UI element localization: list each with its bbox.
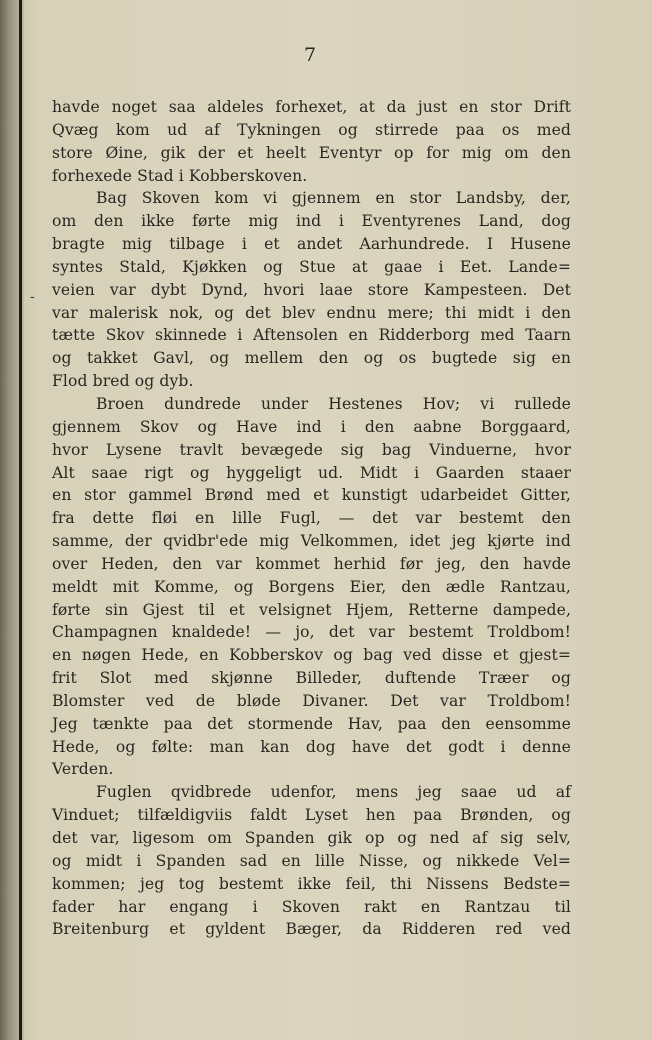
text-line: en stor gammel Brønd med et kunstigt udarbeidet Gitter,	[52, 486, 571, 505]
text-line: Hede, og følte: man kan dog have det godt i denne	[52, 737, 571, 756]
page-edge-line	[19, 0, 22, 1040]
text-line: Fuglen qvidbrede udenfor, mens jeg saae ud af	[96, 783, 571, 802]
text-line: en nøgen Hede, en Kobberskov og bag ved disse et gjest=	[52, 646, 571, 665]
text-line: tætte Skov skinnede i Aftensolen en Ridderborg med Taarn	[52, 326, 571, 345]
text-line: kommen; jeg tog bestemt ikke feil, thi Nissens Bedste=	[52, 874, 571, 893]
text-line: Bag Skoven kom vi gjennem en stor Landsby, der,	[96, 189, 571, 208]
text-line: det var, ligesom om Spanden gik op og ned af sig selv,	[52, 829, 571, 847]
text-line: bragte mig tilbage i et andet Aarhundrede. I Husene	[52, 235, 571, 254]
text-line: og takket Gavl, og mellem den og os bugtede sig en	[52, 349, 571, 368]
text-line: Flod bred og dyb.	[52, 372, 194, 391]
text-line: Blomster ved de bløde Divaner. Det var Troldbom!	[52, 691, 571, 710]
text-line: var malerisk nok, og det blev endnu mere; thi midt i den	[52, 303, 571, 322]
text-line: samme, der qvidbr'ede mig Velkommen, idet jeg kjørte ind	[52, 532, 571, 551]
page-number: 7	[303, 44, 317, 66]
text-line: fra dette fløi en lille Fugl, — det var bestemt den	[52, 509, 571, 528]
margin-mark: -	[30, 289, 35, 305]
text-line: Verden.	[52, 760, 114, 779]
text-line: fader har engang i Skoven rakt en Rantzau til	[52, 897, 571, 916]
text-line: om den ikke førte mig ind i Eventyrenes Land, dog	[52, 212, 571, 231]
text-line: førte sin Gjest til et velsignet Hjem, Retterne dampede,	[52, 600, 571, 619]
text-line: hvor Lysene travlt bevægede sig bag Vinduerne, hvor	[52, 440, 571, 459]
text-line: Vinduet; tilfældigviis faldt Lyset hen paa Brønden, og	[52, 806, 571, 825]
text-line: over Heden, den var kommet herhid før jeg, den havde	[52, 554, 571, 573]
body-text	[52, 96, 571, 941]
text-line: frit Slot med skjønne Billeder, duftende Træer og	[52, 669, 571, 688]
text-line: Jeg tænkte paa det stormende Hav, paa den eensomme	[52, 714, 571, 733]
text-line: Alt saae rigt og hyggeligt ud. Midt i Gaarden staaer	[52, 463, 571, 482]
text-line: gjennem Skov og Have ind i den aabne Borggaard,	[52, 417, 571, 436]
text-line: og midt i Spanden sad en lille Nisse, og nikkede Vel=	[52, 851, 571, 870]
text-line: veien var dybt Dynd, hvori laae store Kampesteen. Det	[52, 280, 571, 299]
text-line: havde noget saa aldeles forhexet, at da just en stor Drift	[52, 98, 571, 116]
text-line: Champagnen knaldede! — jo, det var bestemt Troldbom!	[52, 623, 571, 642]
text-line: syntes Stald, Kjøkken og Stue at gaae i Eet. Lande=	[52, 257, 571, 276]
text-line: Broen dundrede under Hestenes Hov; vi rullede	[96, 394, 571, 413]
text-line: Qvæg kom ud af Tykningen og stirrede paa os med	[52, 120, 571, 139]
text-line: meldt mit Komme, og Borgens Eier, den ædle Rantzau,	[52, 577, 571, 596]
text-line: store Øine, gik der et heelt Eventyr op for mig om den	[52, 143, 571, 162]
text-line: forhexede Stad i Kobberskoven.	[52, 166, 308, 185]
text-line: Breitenburg et gyldent Bæger, da Ridderen red ved	[52, 920, 571, 939]
